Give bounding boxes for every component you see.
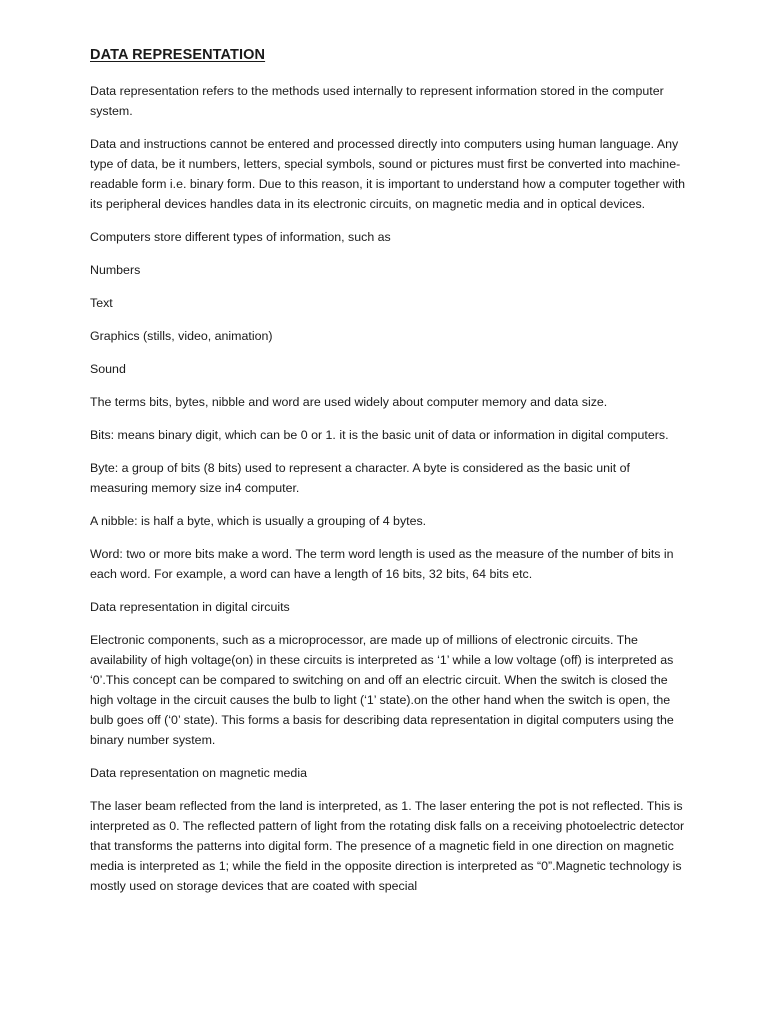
list-item-sound: Sound [90, 362, 126, 376]
section-heading-magnetic-media: Data representation on magnetic media [90, 766, 307, 780]
paragraph-byte: Byte: a group of bits (8 bits) used to represent a character. A byte is considered as the basic unit of measuring memory size in4 computer. [90, 461, 630, 495]
list-item-numbers: Numbers [90, 263, 141, 277]
paragraph-terms: The terms bits, bytes, nibble and word are used widely about computer memory and data size. [90, 395, 608, 409]
list-item-text: Text [90, 296, 113, 310]
list-item-graphics: Graphics (stills, video, animation) [90, 329, 273, 343]
paragraph-intro: Data representation refers to the methods used internally to represent information stored in the computer system. [90, 84, 664, 118]
section-heading-digital-circuits: Data representation in digital circuits [90, 600, 290, 614]
paragraph-magnetic-media: The laser beam reflected from the land is interpreted, as 1. The laser entering the pot is not reflected. This is interpreted as 0. The reflected pattern of light from the rotating disk falls on a receiving photoelectric detector that transforms the patterns into digital form. The presence of a magnetic field in one direction on magnetic media is interpreted as 1; while the field in the opposite direction is interpreted as “0”.Magnetic technology is mostly used on storage devices that are coated with special [90, 799, 685, 893]
paragraph-digital-circuits: Electronic components, such as a microprocessor, are made up of millions of electronic circuits. The availability of high voltage(on) in these circuits is interpreted as ‘1’ while a low voltage (off) is interpreted as ‘0’.This concept can be compared to switching on and off an electric circuit. When the switch is closed the high voltage in the circuit causes the bulb to light (‘1’ state).on the other hand when the switch is open, the bulb goes off (‘0’ state). This forms a basis for describing data representation in digital computers using the binary number system. [90, 633, 674, 747]
document-page [90, 44, 690, 909]
document-title: DATA REPRESENTATION [90, 47, 266, 63]
paragraph-info-types: Computers store different types of information, such as [90, 230, 391, 244]
paragraph-bits: Bits: means binary digit, which can be 0 or 1. it is the basic unit of data or information in digital computers. [90, 428, 669, 442]
paragraph-word: Word: two or more bits make a word. The term word length is used as the measure of the number of bits in each word. For example, a word can have a length of 16 bits, 32 bits, 64 bits etc. [90, 547, 674, 581]
paragraph-data-instructions: Data and instructions cannot be entered and processed directly into computers using human language. Any type of data, be it numbers, letters, special symbols, sound or pictures must first be converted into machine-readable form i.e. binary form. Due to this reason, it is important to understand how a computer together with its peripheral devices handles data in its electronic circuits, on magnetic media and in optical devices. [90, 137, 686, 211]
paragraph-nibble: A nibble: is half a byte, which is usually a grouping of 4 bytes. [90, 514, 427, 528]
